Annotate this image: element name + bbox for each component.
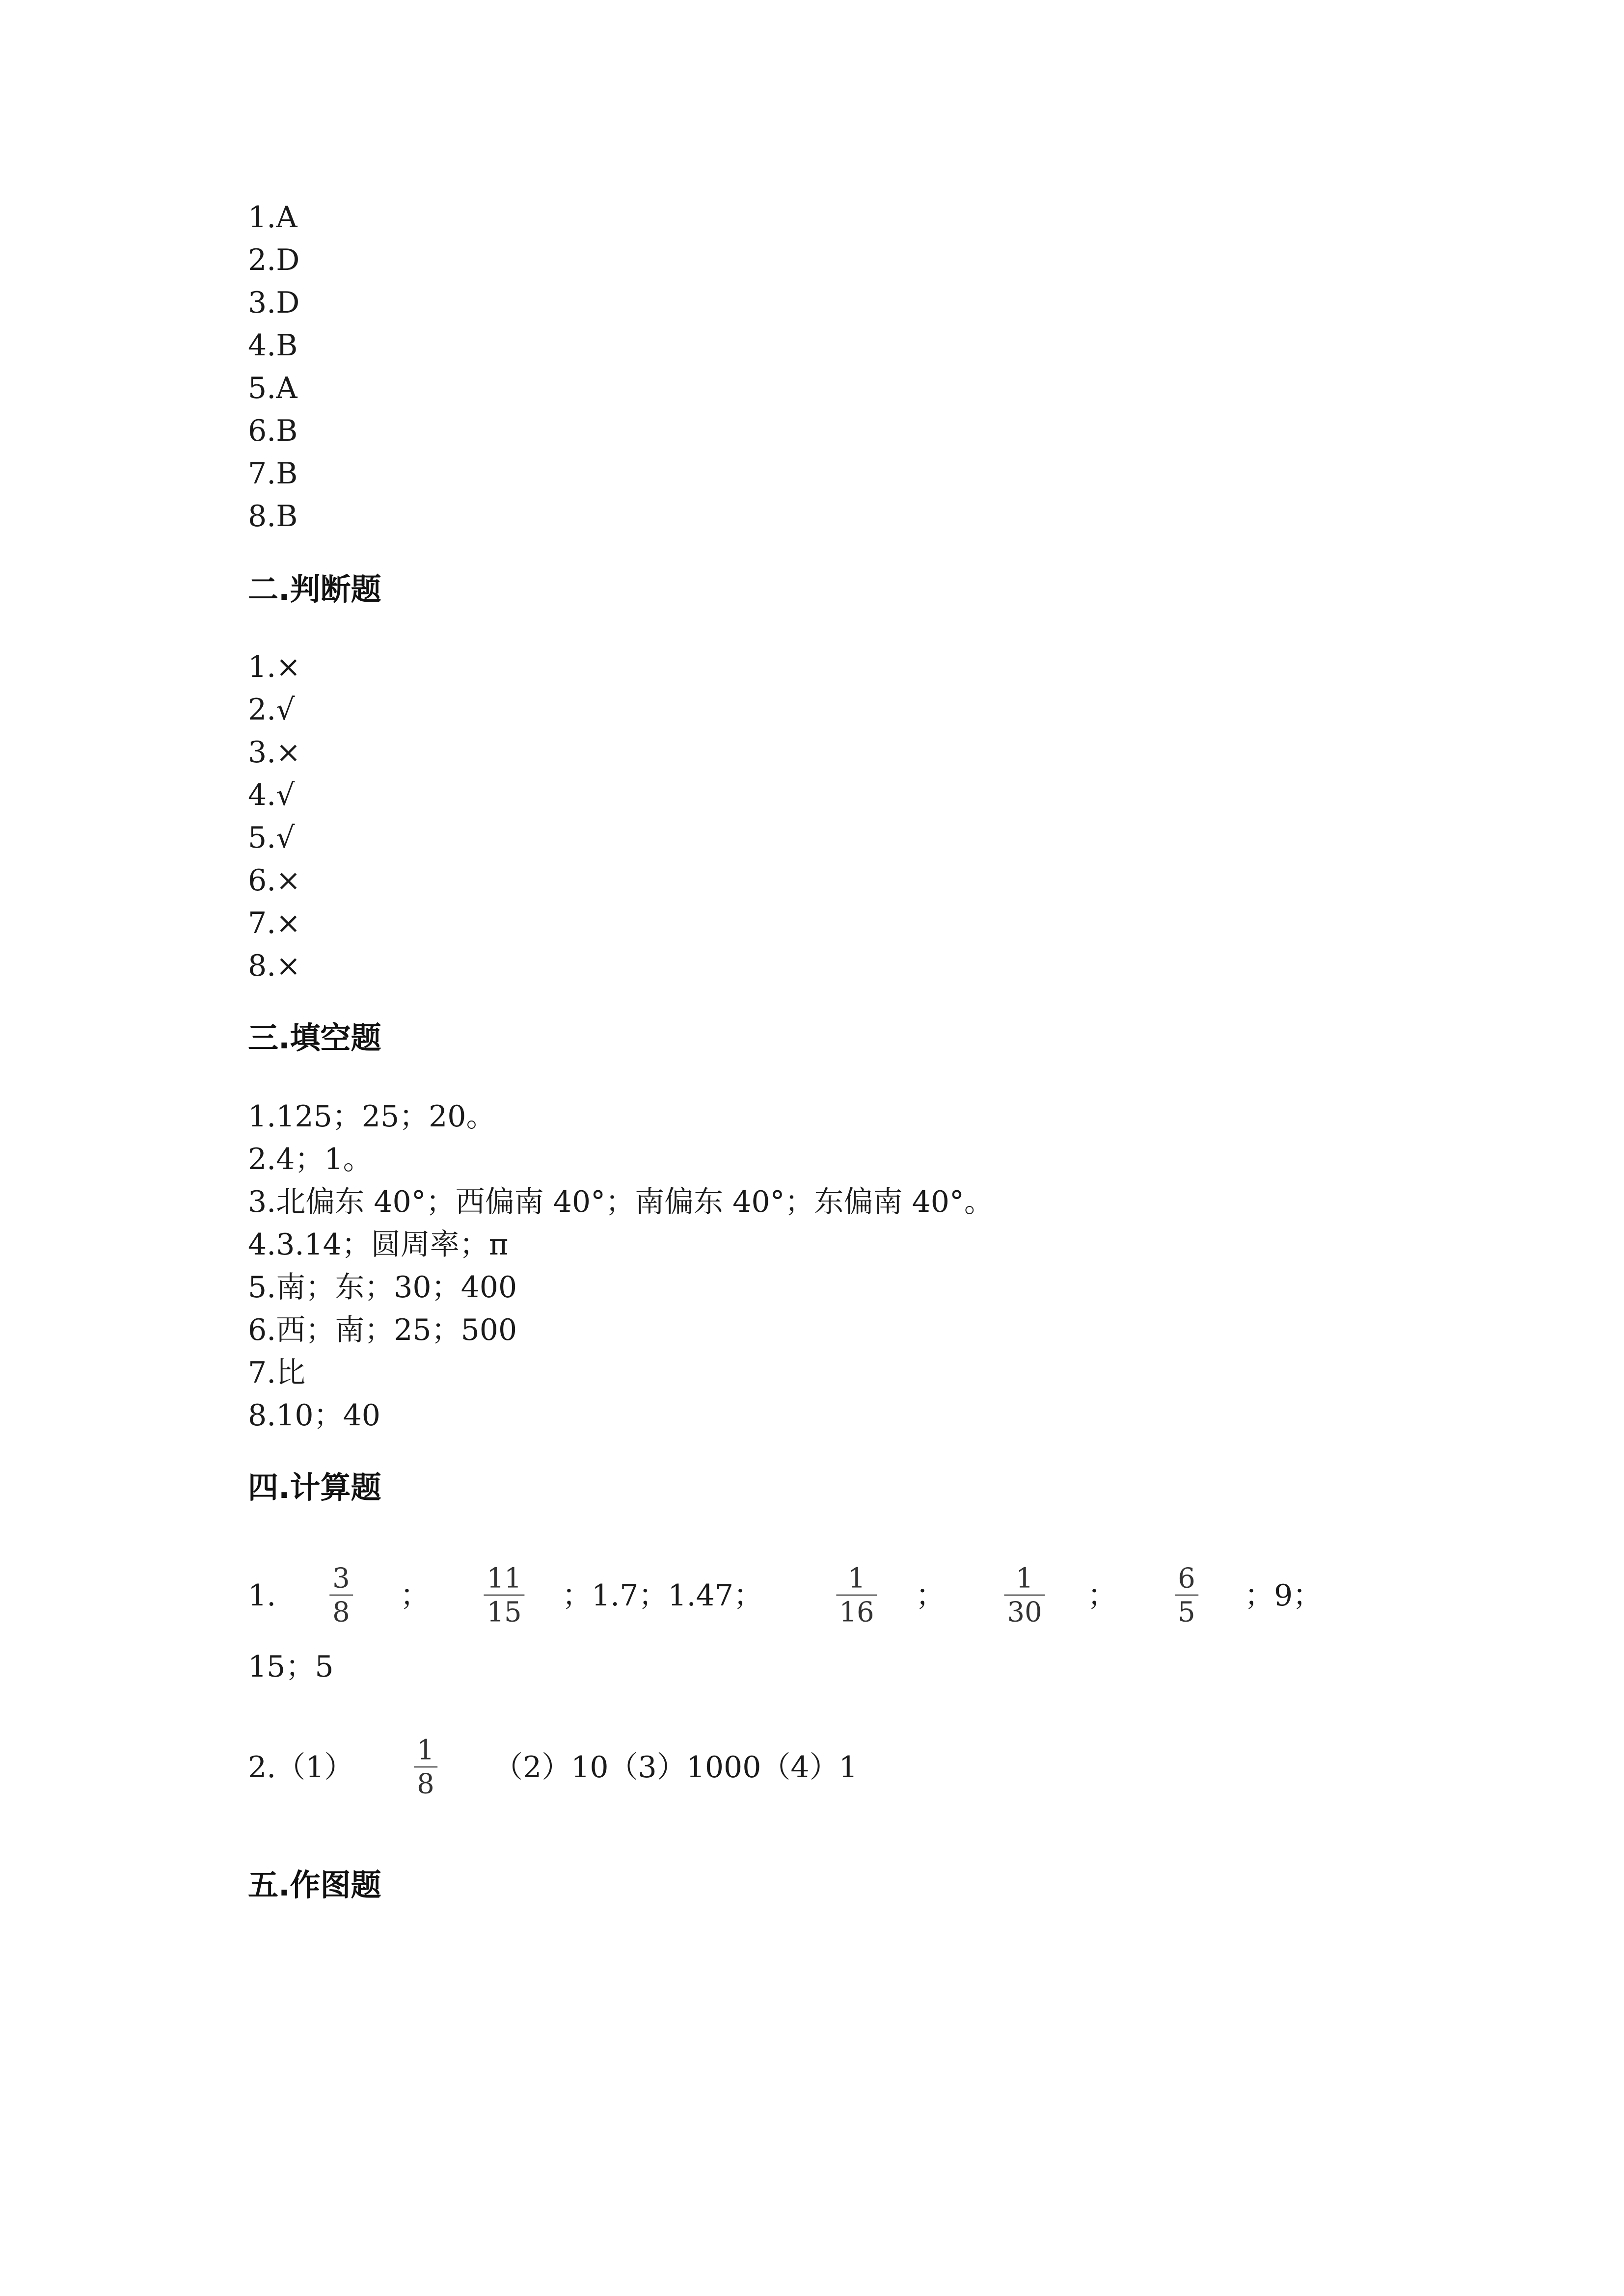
choice-answers bbox=[248, 196, 1377, 538]
calc-answer-2-label: 2.（1） bbox=[248, 1750, 354, 1785]
choice-answer-6: 6.B bbox=[248, 414, 298, 448]
calc-answer-1-label: 1. bbox=[248, 1578, 276, 1613]
fraction-numerator: 1 bbox=[417, 1734, 434, 1766]
judge-answer-7: 7.× bbox=[248, 906, 301, 940]
separator: ； bbox=[916, 1578, 945, 1613]
calc-answer-1 bbox=[248, 1559, 1377, 1632]
answer-sheet bbox=[248, 196, 1377, 1907]
fill-answer-5: 5.南；东；30；400 bbox=[248, 1270, 517, 1305]
choice-answer-4: 4.B bbox=[248, 328, 298, 363]
section-heading-judge: 二.判断题 bbox=[248, 571, 381, 607]
fraction-1-8 bbox=[414, 1734, 437, 1800]
fill-answer-8: 8.10；40 bbox=[248, 1398, 380, 1433]
judge-answer-8: 8.× bbox=[248, 949, 301, 983]
choice-answer-1: 1.A bbox=[248, 200, 298, 235]
fraction-1-16 bbox=[836, 1562, 877, 1629]
judge-answer-6: 6.× bbox=[248, 863, 301, 898]
fraction-denominator: 30 bbox=[1007, 1596, 1042, 1629]
calc-answer-2 bbox=[248, 1731, 1377, 1804]
section-heading-fill: 三.填空题 bbox=[248, 1020, 381, 1056]
judge-answer-5: 5.√ bbox=[248, 821, 295, 855]
fraction-numerator: 6 bbox=[1178, 1562, 1195, 1595]
fraction-denominator: 5 bbox=[1178, 1596, 1195, 1629]
fraction-denominator: 16 bbox=[839, 1596, 874, 1629]
fraction-1-30 bbox=[1004, 1562, 1045, 1629]
fraction-6-5 bbox=[1175, 1562, 1198, 1629]
fraction-numerator: 3 bbox=[332, 1562, 350, 1595]
judge-answer-4: 4.√ bbox=[248, 778, 295, 812]
fill-answer-3: 3.北偏东 40°；西偏南 40°；南偏东 40°；东偏南 40°。 bbox=[248, 1185, 994, 1219]
separator: ； bbox=[400, 1578, 430, 1613]
calc-answer-2-rest: （2）10（3）1000（4）1 bbox=[493, 1750, 858, 1785]
fill-answer-6: 6.西；南；25；500 bbox=[248, 1313, 517, 1347]
judge-answer-3: 3.× bbox=[248, 735, 301, 770]
fill-answer-1: 1.125；25；20。 bbox=[248, 1099, 496, 1134]
choice-answer-2: 2.D bbox=[248, 243, 300, 277]
judge-answer-2: 2.√ bbox=[248, 693, 295, 727]
choice-answer-3: 3.D bbox=[248, 286, 300, 320]
fill-answers bbox=[248, 1095, 1377, 1437]
fraction-numerator: 11 bbox=[487, 1562, 522, 1595]
calc-answer-1-continuation: 15；5 bbox=[248, 1650, 334, 1684]
fraction-denominator: 15 bbox=[487, 1596, 522, 1629]
fraction-11-15 bbox=[484, 1562, 524, 1629]
fill-answer-2: 2.4；1。 bbox=[248, 1142, 373, 1176]
choice-answer-8: 8.B bbox=[248, 499, 298, 534]
calc-answer-1-end: ；9； bbox=[1245, 1578, 1323, 1613]
calc-answer-1-middle: ；1.7；1.47； bbox=[562, 1578, 763, 1613]
choice-answer-7: 7.B bbox=[248, 456, 298, 491]
fraction-3-8 bbox=[329, 1562, 353, 1629]
fill-answer-7: 7.比 bbox=[248, 1356, 306, 1390]
fill-answer-4: 4.3.14；圆周率；π bbox=[248, 1228, 509, 1262]
judge-answer-1: 1.× bbox=[248, 650, 301, 684]
choice-answer-5: 5.A bbox=[248, 371, 298, 405]
judge-answers bbox=[248, 646, 1377, 988]
separator: ； bbox=[1087, 1578, 1117, 1613]
fraction-numerator: 1 bbox=[848, 1562, 866, 1595]
fraction-denominator: 8 bbox=[417, 1768, 434, 1800]
fraction-numerator: 1 bbox=[1016, 1562, 1033, 1595]
section-heading-draw: 五.作图题 bbox=[248, 1867, 381, 1903]
fraction-denominator: 8 bbox=[332, 1596, 350, 1629]
section-heading-calc: 四.计算题 bbox=[248, 1469, 381, 1505]
